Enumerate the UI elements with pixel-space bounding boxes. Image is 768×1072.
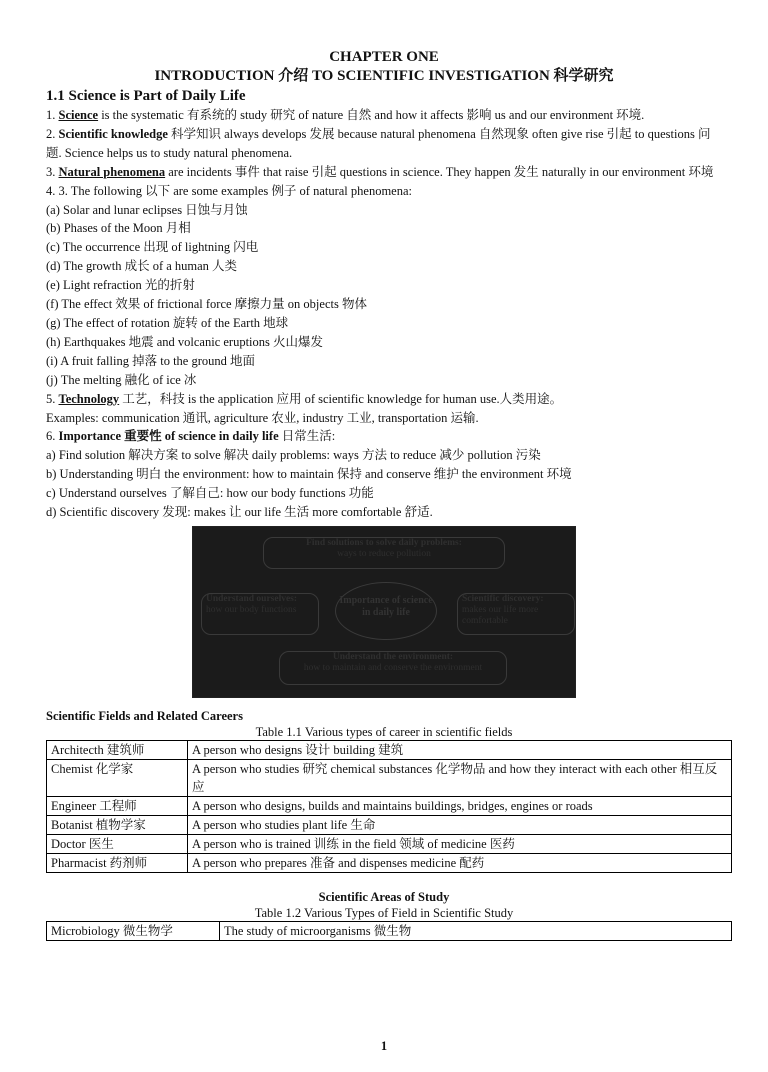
term-importance: Importance 重要性 of science in daily life xyxy=(58,429,279,444)
table-cell: A person who designs, builds and maintains buildings, bridges, engines or roads xyxy=(188,796,732,815)
list-item: (h) Earthquakes 地震 and volcanic eruptions 火山爆发 xyxy=(46,334,324,349)
document-page xyxy=(0,48,768,1072)
diagram-node-subtitle: makes our life more comfortable xyxy=(462,604,539,626)
paragraph-2 xyxy=(46,125,722,163)
table-row xyxy=(47,815,732,834)
term-natural-phenomena: Natural phenomena xyxy=(58,164,166,179)
para-text: are incidents 事件 that raise 引起 questions in science. They happen 发生 naturally in our environment 环境 xyxy=(165,164,714,179)
table-cell: A person who studies plant life 生命 xyxy=(188,815,732,834)
list-item: (i) A fruit falling 掉落 to the ground 地面 xyxy=(46,353,256,368)
para-text: is the systematic 有系统的 study 研究 of nature 自然 and how it affects 影响 us and our environment 环境. xyxy=(98,108,645,122)
technology-examples: Examples: communication 通讯, agriculture 农业, industry 工业, transportation 运输. xyxy=(46,410,479,425)
para-text: 工艺，科技 is the application 应用 of scientific knowledge for human use.人类用途。 xyxy=(119,391,563,406)
list-item: (c) The occurrence 出现 of lightning 闪电 xyxy=(46,240,259,255)
areas-table-caption: Table 1.2 Various Types of Field in Scientific Study xyxy=(254,905,514,920)
term-science: Science xyxy=(58,108,99,122)
areas-table xyxy=(46,921,732,941)
table-row xyxy=(47,834,732,853)
list-item: b) Understanding 明白 the environment: how to maintain 保持 and conserve 维护 the environment 环境 xyxy=(46,467,572,482)
table-cell: A person who studies 研究 chemical substances 化学物品 and how they interact with each other 相互反应 xyxy=(188,759,732,796)
table-cell: A person who prepares 准备 and dispenses medicine 配药 xyxy=(188,853,732,872)
diagram-node-subtitle: ways to reduce pollution xyxy=(337,548,431,559)
examples-list xyxy=(46,201,722,390)
table-cell: A person who is trained 训练 in the field 领域 of medicine 医药 xyxy=(188,834,732,853)
table-cell: Microbiology 微生物学 xyxy=(47,921,220,940)
diagram-node-subtitle: how our body functions xyxy=(206,604,297,615)
diagram-node-environment xyxy=(279,651,507,685)
list-item: (b) Phases of the Moon 月相 xyxy=(46,221,191,236)
paragraph-6 xyxy=(46,427,722,446)
careers-table xyxy=(46,740,732,873)
para-number: 2. xyxy=(46,126,56,141)
list-item: (g) The effect of rotation 旋转 of the Earth 地球 xyxy=(46,315,289,330)
diagram-node-title: Find solutions to solve daily problems: xyxy=(306,537,462,548)
table-row xyxy=(47,921,732,940)
paragraph-1 xyxy=(46,106,722,125)
page-number: 1 xyxy=(380,1039,388,1053)
diagram-node-ourselves xyxy=(201,593,319,635)
term-scientific-knowledge: Scientific knowledge xyxy=(58,126,168,141)
paragraph-5 xyxy=(46,390,722,409)
careers-table-caption: Table 1.1 Various types of career in scientific fields xyxy=(255,724,513,739)
diagram-node-solutions xyxy=(263,537,505,569)
table-cell: Engineer 工程师 xyxy=(47,796,188,815)
table-row xyxy=(47,740,732,759)
importance-diagram xyxy=(192,526,576,698)
table-row xyxy=(47,759,732,796)
section-heading: 1.1 Science is Part of Daily Life xyxy=(46,88,246,104)
table-cell: Doctor 医生 xyxy=(47,834,188,853)
paragraph-3 xyxy=(46,163,722,182)
paragraph-4: 4. 3. The following 以下 are some examples 例子 of natural phenomena: xyxy=(46,183,412,198)
list-item: c) Understand ourselves 了解自己: how our body functions 功能 xyxy=(46,486,374,501)
areas-heading: Scientific Areas of Study xyxy=(318,889,450,904)
para-text: 日常生活: xyxy=(278,429,336,444)
diagram-node-title: Understand the environment: xyxy=(332,651,454,662)
para-text: 科学知识 always develops 发展 because natural phenomena 自然现象 often give rise 引起 to questions 问题. Science helps us to study natural phenomena. xyxy=(46,126,711,160)
table-cell: A person who designs 设计 building 建筑 xyxy=(188,740,732,759)
list-item: (a) Solar and lunar eclipses 日蚀与月蚀 xyxy=(46,202,248,217)
para-number: 3. xyxy=(46,164,56,179)
term-technology: Technology xyxy=(58,391,120,406)
list-item: (f) The effect 效果 of frictional force 摩擦力量 on objects 物体 xyxy=(46,297,367,312)
list-item: (e) Light refraction 光的折射 xyxy=(46,278,195,293)
para-number: 6. xyxy=(46,429,56,444)
table-cell: Chemist 化学家 xyxy=(47,759,188,796)
diagram-node-title: Understand ourselves: xyxy=(206,593,298,604)
table-cell: The study of microorganisms 微生物 xyxy=(220,921,732,940)
diagram-center-node xyxy=(335,582,437,640)
diagram-node-title: Scientific discovery: xyxy=(462,593,544,604)
para-number: 5. xyxy=(46,391,56,406)
para-number: 1. xyxy=(46,108,56,122)
table-row xyxy=(47,796,732,815)
diagram-node-subtitle: how to maintain and conserve the environment xyxy=(303,662,483,673)
careers-heading: Scientific Fields and Related Careers xyxy=(46,708,243,723)
importance-list xyxy=(46,446,722,522)
list-item: (j) The melting 融化 of ice 冰 xyxy=(46,372,197,387)
list-item: d) Scientific discovery 发现: makes 让 our life 生活 more comfortable 舒适. xyxy=(46,505,433,520)
table-cell: Architecth 建筑师 xyxy=(47,740,188,759)
diagram-center-label: Importance of science in daily life xyxy=(339,594,433,618)
chapter-heading: CHAPTER ONE xyxy=(329,49,439,65)
diagram-node-discovery xyxy=(457,593,575,635)
list-item: (d) The growth 成长 of a human 人类 xyxy=(46,259,238,274)
list-item: a) Find solution 解决方案 to solve 解决 daily problems: ways 方法 to reduce 减少 pollution 污染 xyxy=(46,448,541,463)
table-cell: Botanist 植物学家 xyxy=(47,815,188,834)
table-row xyxy=(47,853,732,872)
chapter-title: INTRODUCTION 介绍 TO SCIENTIFIC INVESTIGATION 科学研究 xyxy=(154,68,614,84)
table-cell: Pharmacist 药剂师 xyxy=(47,853,188,872)
